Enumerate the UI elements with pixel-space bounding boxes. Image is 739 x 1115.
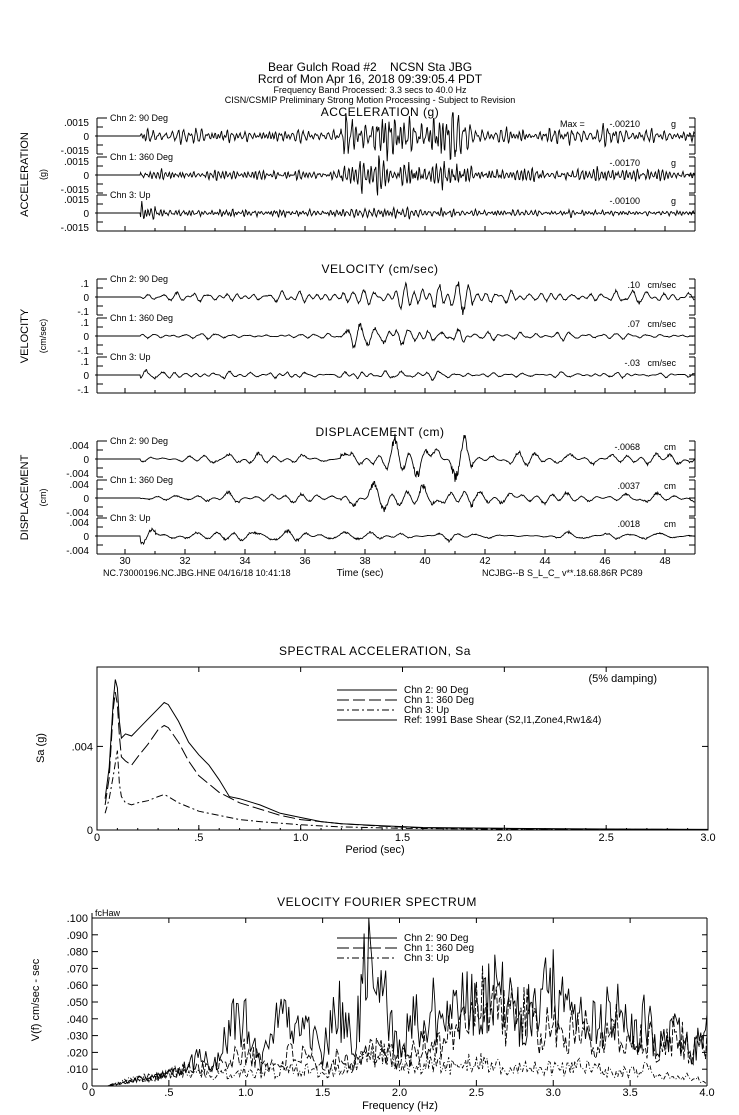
peak-value: .0037	[617, 481, 640, 491]
peak-value: .10	[627, 280, 640, 290]
legend-label: Ref: 1991 Base Shear (S2,I1,Zone4,Rw1&4)	[404, 715, 602, 726]
y-axis-label: Sa (g)	[35, 733, 47, 763]
legend-label: Chn 2: 90 Deg	[404, 933, 469, 944]
peak-value: .0018	[617, 519, 640, 529]
peak-unit: cm	[664, 442, 676, 452]
y-axis-label: V(f) cm/sec - sec	[30, 958, 42, 1042]
series-line	[105, 751, 708, 830]
y-tick-label: 0	[83, 209, 89, 220]
peak-unit: g	[670, 196, 676, 206]
peak-unit: g	[670, 119, 676, 129]
x-tick-label: 3.0	[545, 1087, 561, 1099]
y-tick-label: 0	[83, 171, 89, 182]
x-tick-label: 1.5	[394, 832, 411, 844]
y-tick-label: 0	[83, 332, 89, 343]
x-tick-label: 34	[239, 556, 251, 567]
channel-label: Chn 1: 360 Deg	[110, 313, 174, 323]
y-tick-label: 0	[83, 494, 89, 505]
y-axis-label: ACCELERATION	[19, 132, 31, 217]
y-tick-label: .004	[69, 518, 89, 529]
x-tick-label: 38	[359, 556, 371, 567]
x-tick-label: 46	[599, 556, 611, 567]
peak-unit: cm	[664, 519, 676, 529]
y-tick-label: .1	[80, 357, 89, 368]
legend-label: Chn 3: Up	[404, 705, 450, 716]
y-tick-label: 0	[83, 132, 89, 143]
waveform-trace	[95, 370, 694, 381]
y-tick-label: -.004	[66, 508, 89, 519]
y-tick-label: .020	[66, 1047, 88, 1060]
footer-right: NCJBG--B S_L_C_ v**.18.68.86R PC89	[482, 568, 643, 578]
y-axis-label: VELOCITY	[19, 308, 31, 364]
y-tick-label: 0	[83, 371, 89, 382]
y-tick-label: 0	[86, 825, 93, 837]
corner-label: fcHaw	[95, 908, 121, 918]
legend-label: Chn 1: 360 Deg	[404, 943, 475, 954]
peak-unit: g	[670, 158, 676, 168]
x-tick-label: 3.0	[700, 832, 716, 844]
y-tick-label: .1	[80, 279, 89, 290]
y-tick-label: -.1	[77, 307, 89, 318]
series-line	[92, 966, 707, 1086]
y-tick-label: .030	[66, 1030, 88, 1043]
peak-value: -.00170	[609, 158, 640, 168]
waveform-trace	[95, 434, 694, 482]
x-tick-label: 42	[479, 556, 491, 567]
waveform-trace	[95, 201, 694, 219]
chart-title: VELOCITY FOURIER SPECTRUM	[277, 895, 477, 909]
y-tick-label: .0015	[63, 195, 89, 206]
x-tick-label: 1.0	[293, 832, 309, 844]
channel-label: Chn 3: Up	[110, 352, 151, 362]
x-tick-label: 40	[419, 556, 431, 567]
y-tick-label: -.0015	[60, 185, 89, 196]
y-tick-label: .004	[71, 741, 93, 754]
peak-value: -.00210	[609, 119, 640, 129]
y-tick-label: .0015	[63, 118, 89, 129]
series-line	[92, 918, 707, 1086]
y-tick-label: .050	[66, 997, 88, 1009]
peak-value: -.00100	[609, 196, 640, 206]
header-record: Rcrd of Mon Apr 16, 2018 09:39:05.4 PDT	[257, 72, 483, 86]
x-tick-label: .5	[164, 1087, 174, 1099]
y-axis-unit: (g)	[38, 169, 48, 180]
plot-frame	[97, 667, 708, 830]
y-tick-label: .090	[66, 929, 88, 942]
y-tick-label: 0	[81, 1081, 88, 1093]
x-tick-label: 30	[119, 556, 131, 567]
x-axis-label: Period (sec)	[345, 844, 405, 856]
channel-label: Chn 1: 360 Deg	[110, 152, 174, 162]
x-tick-label: 4.0	[699, 1087, 715, 1099]
header-disclaimer: CISN/CSMIP Preliminary Strong Motion Processing - Subject to Revision	[224, 95, 516, 105]
y-tick-label: -.004	[66, 469, 89, 480]
channel-label: Chn 1: 360 Deg	[110, 475, 174, 485]
y-axis-label: DISPLACEMENT	[19, 454, 31, 541]
y-tick-label: -.1	[77, 385, 89, 396]
y-tick-label: .080	[66, 946, 88, 959]
y-tick-label: -.0015	[60, 146, 89, 157]
x-tick-label: .5	[194, 832, 204, 844]
legend-label: Chn 3: Up	[404, 953, 450, 964]
waveform-trace	[95, 528, 694, 544]
y-tick-label: 0	[83, 532, 89, 543]
x-tick-label: 2.0	[496, 832, 512, 844]
max-label: Max =	[560, 119, 585, 129]
x-axis-label: Frequency (Hz)	[362, 1100, 438, 1112]
channel-label: Chn 2: 90 Deg	[110, 436, 169, 446]
x-tick-label: 2.5	[598, 832, 614, 844]
x-tick-label: 44	[539, 556, 551, 567]
waveform-trace	[95, 113, 694, 161]
peak-unit: cm/sec	[647, 319, 676, 329]
channel-label: Chn 3: Up	[110, 190, 151, 200]
peak-value: -.03	[624, 358, 640, 368]
legend-label: Chn 2: 90 Deg	[404, 685, 469, 696]
x-tick-label: 2.0	[391, 1087, 408, 1099]
section-title: DISPLACEMENT (cm)	[315, 425, 445, 439]
x-axis-label: Time (sec)	[336, 568, 384, 579]
y-tick-label: .060	[66, 980, 88, 993]
y-axis-unit: (cm)	[38, 488, 48, 507]
y-tick-label: .0015	[63, 157, 89, 168]
y-tick-label: .100	[66, 913, 88, 925]
x-tick-label: 1.5	[314, 1087, 331, 1099]
channel-label: Chn 2: 90 Deg	[110, 113, 169, 123]
y-tick-label: 0	[83, 293, 89, 304]
x-tick-label: 2.5	[468, 1087, 485, 1099]
waveform-trace	[95, 481, 694, 512]
waveform-trace	[95, 282, 694, 316]
y-tick-label: -.1	[77, 346, 89, 357]
peak-unit: cm/sec	[647, 280, 676, 290]
y-tick-label: -.0015	[60, 223, 89, 234]
x-tick-label: 0	[88, 1087, 96, 1099]
x-tick-label: 36	[299, 556, 311, 567]
header-band: Frequency Band Processed: 3.3 secs to 40.0 Hz	[273, 85, 467, 95]
footer-left: NC.73000196.NC.JBG.HNE 04/16/18 10:41:18	[103, 568, 291, 578]
header-station: Bear Gulch Road #2 NCSN Sta JBG	[267, 60, 473, 74]
peak-value: .07	[627, 319, 640, 329]
x-tick-label: 48	[659, 556, 671, 567]
x-tick-label: 32	[179, 556, 191, 567]
chart-title: SPECTRAL ACCELERATION, Sa	[279, 644, 471, 658]
y-tick-label: .004	[69, 441, 89, 452]
peak-unit: cm	[664, 481, 676, 491]
section-title: VELOCITY (cm/sec)	[321, 262, 439, 276]
peak-unit: cm/sec	[647, 358, 676, 368]
y-tick-label: -.004	[66, 546, 89, 557]
peak-value: -.0068	[614, 442, 640, 452]
x-tick-label: 1.0	[238, 1087, 254, 1099]
legend-label: Chn 1: 360 Deg	[404, 695, 475, 706]
channel-label: Chn 3: Up	[110, 513, 151, 523]
y-tick-label: .010	[66, 1064, 88, 1077]
waveform-trace	[95, 323, 694, 347]
waveform-trace	[95, 156, 694, 196]
y-tick-label: .040	[66, 1013, 88, 1026]
y-tick-label: .004	[69, 480, 89, 491]
x-tick-label: 0	[93, 832, 101, 844]
y-tick-label: 0	[83, 455, 89, 466]
y-tick-label: .070	[66, 963, 88, 976]
x-tick-label: 3.5	[622, 1087, 638, 1099]
section-title: ACCELERATION (g)	[320, 105, 440, 119]
damping-note: (5% damping)	[588, 673, 657, 685]
channel-label: Chn 2: 90 Deg	[110, 274, 169, 284]
y-axis-unit: (cm/sec)	[38, 318, 48, 354]
y-tick-label: .1	[80, 318, 89, 329]
